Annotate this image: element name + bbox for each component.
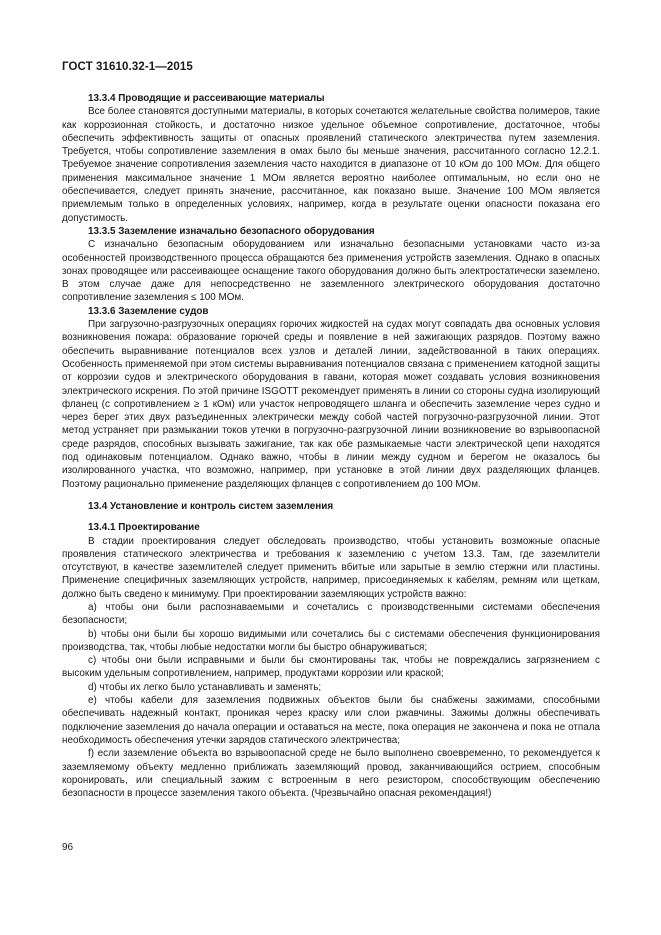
body-text [62, 92, 600, 800]
section-heading-13-4: 13.4 Установление и контроль систем заземления [88, 500, 334, 512]
list-item-d: d) чтобы их легко было устанавливать и заменять; [88, 681, 322, 693]
page-number: 96 [62, 842, 74, 853]
paragraph: Все более становятся доступными материалы, в которых сочетаются желательные свойства полимеров, такие как коррозионная стойкость, и достаточно низкое удельное объемное сопротивление, достаточное, чтобы обеспечить эффективность защиты от опасных проявлений статического электричества путем заземления. Требуется, чтобы сопротивление заземления в омах было бы меньше значения, рассчитанного согласно 12.2.1. Требуемое значение сопротивления заземления часто находится в диапазоне от 10 кОм до 100 МОм. Для общего применения максимальное значение 1 МОм является вероятно наиболее оптимальным, но если оно не обеспечивается, следует принять значение, рассчитанное, как показано выше. Значение 100 МОм является приемлемым только в определенных условиях, например, когда в результате оценки опасности показана его допустимость. [62, 106, 600, 224]
paragraph: С изначально безопасным оборудованием или изначально безопасными установками часто из-за особенностей производственного процесса обращаются без применения устройств заземления. Однако в опасных зонах проводящее или рассеивающее оснащение такого оборудования должно быть электростатически заземлено. В этом случае даже для непосредственно не заземленного электрического оборудования достаточно сопротивление заземления ≤ 100 МОм. [62, 239, 600, 304]
section-heading-13-3-6: 13.3.6 Заземление судов [88, 305, 209, 317]
section-heading-13-3-5: 13.3.5 Заземление изначально безопасного оборудования [88, 225, 375, 237]
list-item-f: f) если заземление объекта во взрывоопасной среде не было выполнено своевременно, то рекомендуется к заземляемому объекту медленно приближать заземляющий провод, заканчивающийся острием, способным коронировать, или специальный зажим с встроенным в него резистором, способствующим обеспечению безопасности в процессе заземления такого объекта. (Чрезвычайно опасная рекомендация!) [62, 748, 600, 800]
list-item-e: e) чтобы кабели для заземления подвижных объектов были бы снабжены зажимами, способными обеспечивать надежный контакт, проникая через краску или слои ржавчины. Зажимы должны обеспечивать подключение заземления до начала операции и оставаться на месте, пока операция не закончена и пока не отпала необходимость обеспечения утечки зарядов статического электричества; [62, 695, 600, 746]
list-item-c: c) чтобы они были исправными и были бы смонтированы так, чтобы не повреждались загрязнением с высоким удельным сопротивлением, например, продуктами коррозии или краской; [62, 655, 600, 680]
document-code: ГОСТ 31610.32-1—2015 [62, 61, 193, 73]
section-heading-13-4-1: 13.4.1 Проектирование [88, 522, 200, 534]
list-item-b: b) чтобы они были бы хорошо видимыми или сочетались бы с системами обеспечения функционирования производства, так, чтобы любые недостатки могли бы быстро обнаруживаться; [62, 628, 600, 653]
paragraph: При загрузочно-разгрузочных операциях горючих жидкостей на судах могут совпадать два основных условия возникновения пожара: образование горючей среды и появление в ней зажигающих разрядов. Поэтому важно обеспечить выравнивание потенциалов всех узлов и деталей линии, задействованной в таких операциях. Особенность применяемой при этом системы выравнивания потенциалов связана с применением катодной защиты от коррозии судов и электрического оборудования в гавани, которая может создавать условия возникновения электрического искрения. По этой причине ISGOTT рекомендует применять в линии со стороны судна изолирующий фланец (с сопротивлением ≥ 1 кОм) или участок непроводящего шланга и обеспечить заземление через судно и через берег этих двух разъединенных электрически между собой частей погрузочно-разгрузочной линии. Этот метод устраняет при размыкании токов утечки в погрузочно-разгрузочной линии возникновение во взрывоопасной среде разрядов, способных вызывать зажигание, так как обе размыкаемые части электрической цепи находятся под одинаковым потенциалом. Однако важно, чтобы в линии между судном и берегом не оказалось бы изолированного участка, что возможно, например, при установке в этой линии двух разделяющих фланцев. Поэтому рационально применение разделяющих фланцев с сопротивлением до 100 МОм. [62, 319, 600, 490]
list-item-a: а) чтобы они были распознаваемыми и сочетались с производственными системами обеспечения безопасности; [62, 601, 600, 627]
section-heading-13-3-4: 13.3.4 Проводящие и рассеивающие материалы [88, 93, 325, 104]
paragraph: В стадии проектирования следует обследовать производство, чтобы установить возможные опасные проявления статического электричества и требования к заземлению с учетом 13.3. Там, где заземлители отсутствуют, в качестве заземлителей следует применить вбитые или зарытые в землю стержни или пластины. Применение специфичных заземляющих устройств, например, присоединяемых к кабелям, ремням или щеткам, должно быть сведено к минимуму. При проектировании заземляющих устройств важно: [62, 535, 600, 600]
